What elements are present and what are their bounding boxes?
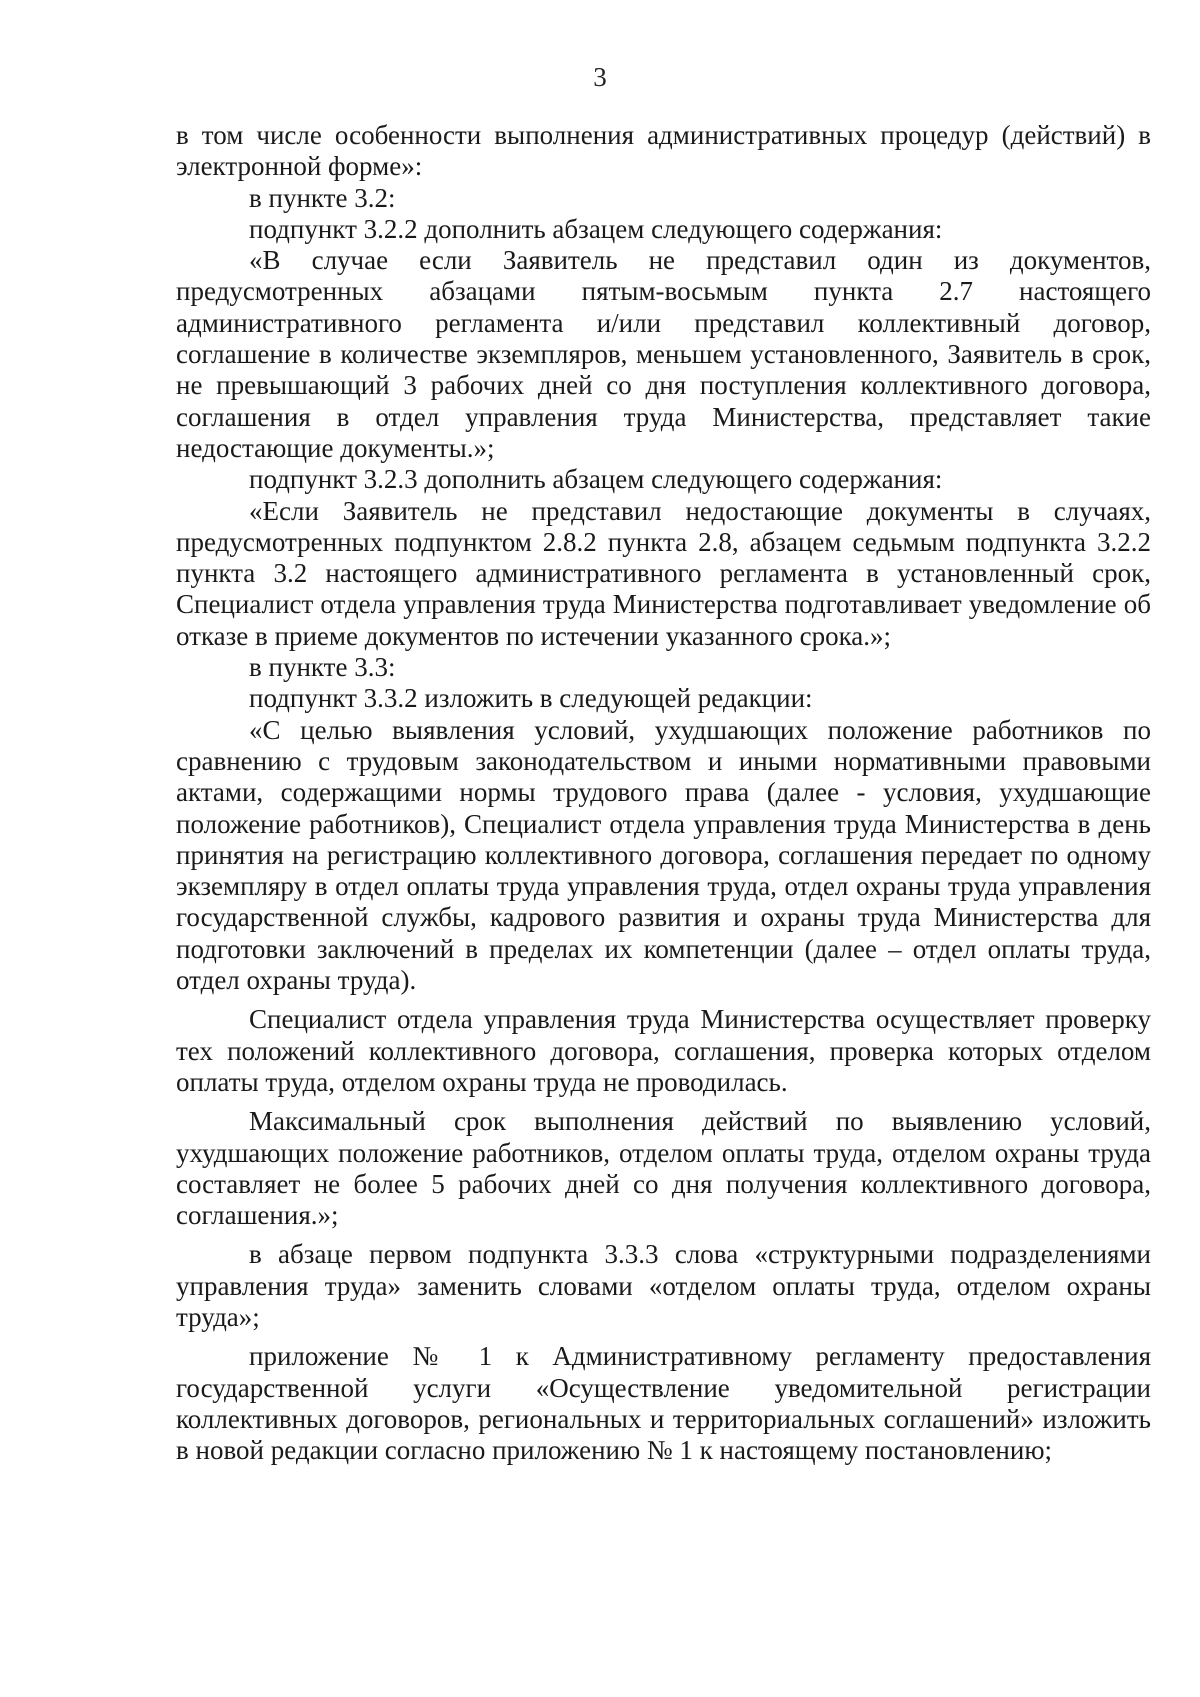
page-number: 3 [593, 62, 607, 92]
document-body [176, 120, 1151, 1466]
paragraph-specialist-check: Специалист отдела управления труда Министерства осуществляет проверку тех положений коллективного договора, соглашения, проверка которых отделом оплаты труда, отделом охраны труда не проводилась. [176, 1004, 1151, 1097]
paragraph-subpoint-3-3-2: подпункт 3.3.2 изложить в следующей редакции: [249, 683, 813, 714]
paragraph-max-term: Максимальный срок выполнения действий по выявлению условий, ухудшающих положение работников, отделом оплаты труда, отделом охраны труда составляет не более 5 рабочих дней со дня получения коллективного договора, соглашения.»; [176, 1106, 1151, 1231]
paragraph-point-3-2: в пункте 3.2: [249, 182, 396, 213]
paragraph-subpoint-3-3-3: в абзаце первом подпункта 3.3.3 слова «структурными подразделениями управления труда» заменить словами «отделом оплаты труда, отделом охраны труда»; [176, 1239, 1151, 1332]
paragraph-subpoint-3-2-3: подпункт 3.2.3 дополнить абзацем следующего содержания: [249, 464, 943, 495]
paragraph-quote-3-2-2: «В случае если Заявитель не представил один из документов, предусмотренных абзацами пятым-восьмым пункта 2.7 настоящего административного регламента и/или представил коллективный договор, соглашение в количестве экземпляров, меньшем установленного, Заявитель в срок, не превышающий 3 рабочих дней со дня поступления коллективного договора, соглашения в отдел управления труда Министерства, представляет такие недостающие документы.»; [176, 245, 1151, 463]
paragraph-appendix-1: приложение № 1 к Административному регламенту предоставления государственной услуги «Осуществление уведомительной регистрации коллективных договоров, региональных и территориальных соглашений» изложить в новой редакции согласно приложению № 1 к настоящему постановлению; [176, 1341, 1151, 1466]
paragraph-quote-3-3-2: «С целью выявления условий, ухудшающих положение работников по сравнению с трудовым законодательством и иными нормативными правовыми актами, содержащими нормы трудового права (далее - условия, ухудшающие положение работников), Специалист отдела управления труда Министерства в день принятия на регистрацию коллективного договора, соглашения передает по одному экземпляру в отдел оплаты труда управления труда, отдел охраны труда управления государственной службы, кадрового развития и охраны труда Министерства для подготовки заключений в пределах их компетенции (далее – отдел оплаты труда, отдел охраны труда). [176, 714, 1151, 996]
paragraph-point-3-3: в пункте 3.3: [249, 652, 396, 683]
paragraph-quote-3-2-3: «Если Заявитель не представил недостающие документы в случаях, предусмотренных подпунктом 2.8.2 пункта 2.8, абзацем седьмым подпункта 3.2.2 пункта 3.2 настоящего административного регламента в установленный срок, Специалист отдела управления труда Министерства подготавливает уведомление об отказе в приеме документов по истечении указанного срока.»; [176, 495, 1151, 651]
paragraph-continuation: в том числе особенности выполнения административных процедур (действий) в электронной форме»: [176, 120, 1151, 182]
paragraph-subpoint-3-2-2: подпункт 3.2.2 дополнить абзацем следующего содержания: [249, 213, 943, 244]
